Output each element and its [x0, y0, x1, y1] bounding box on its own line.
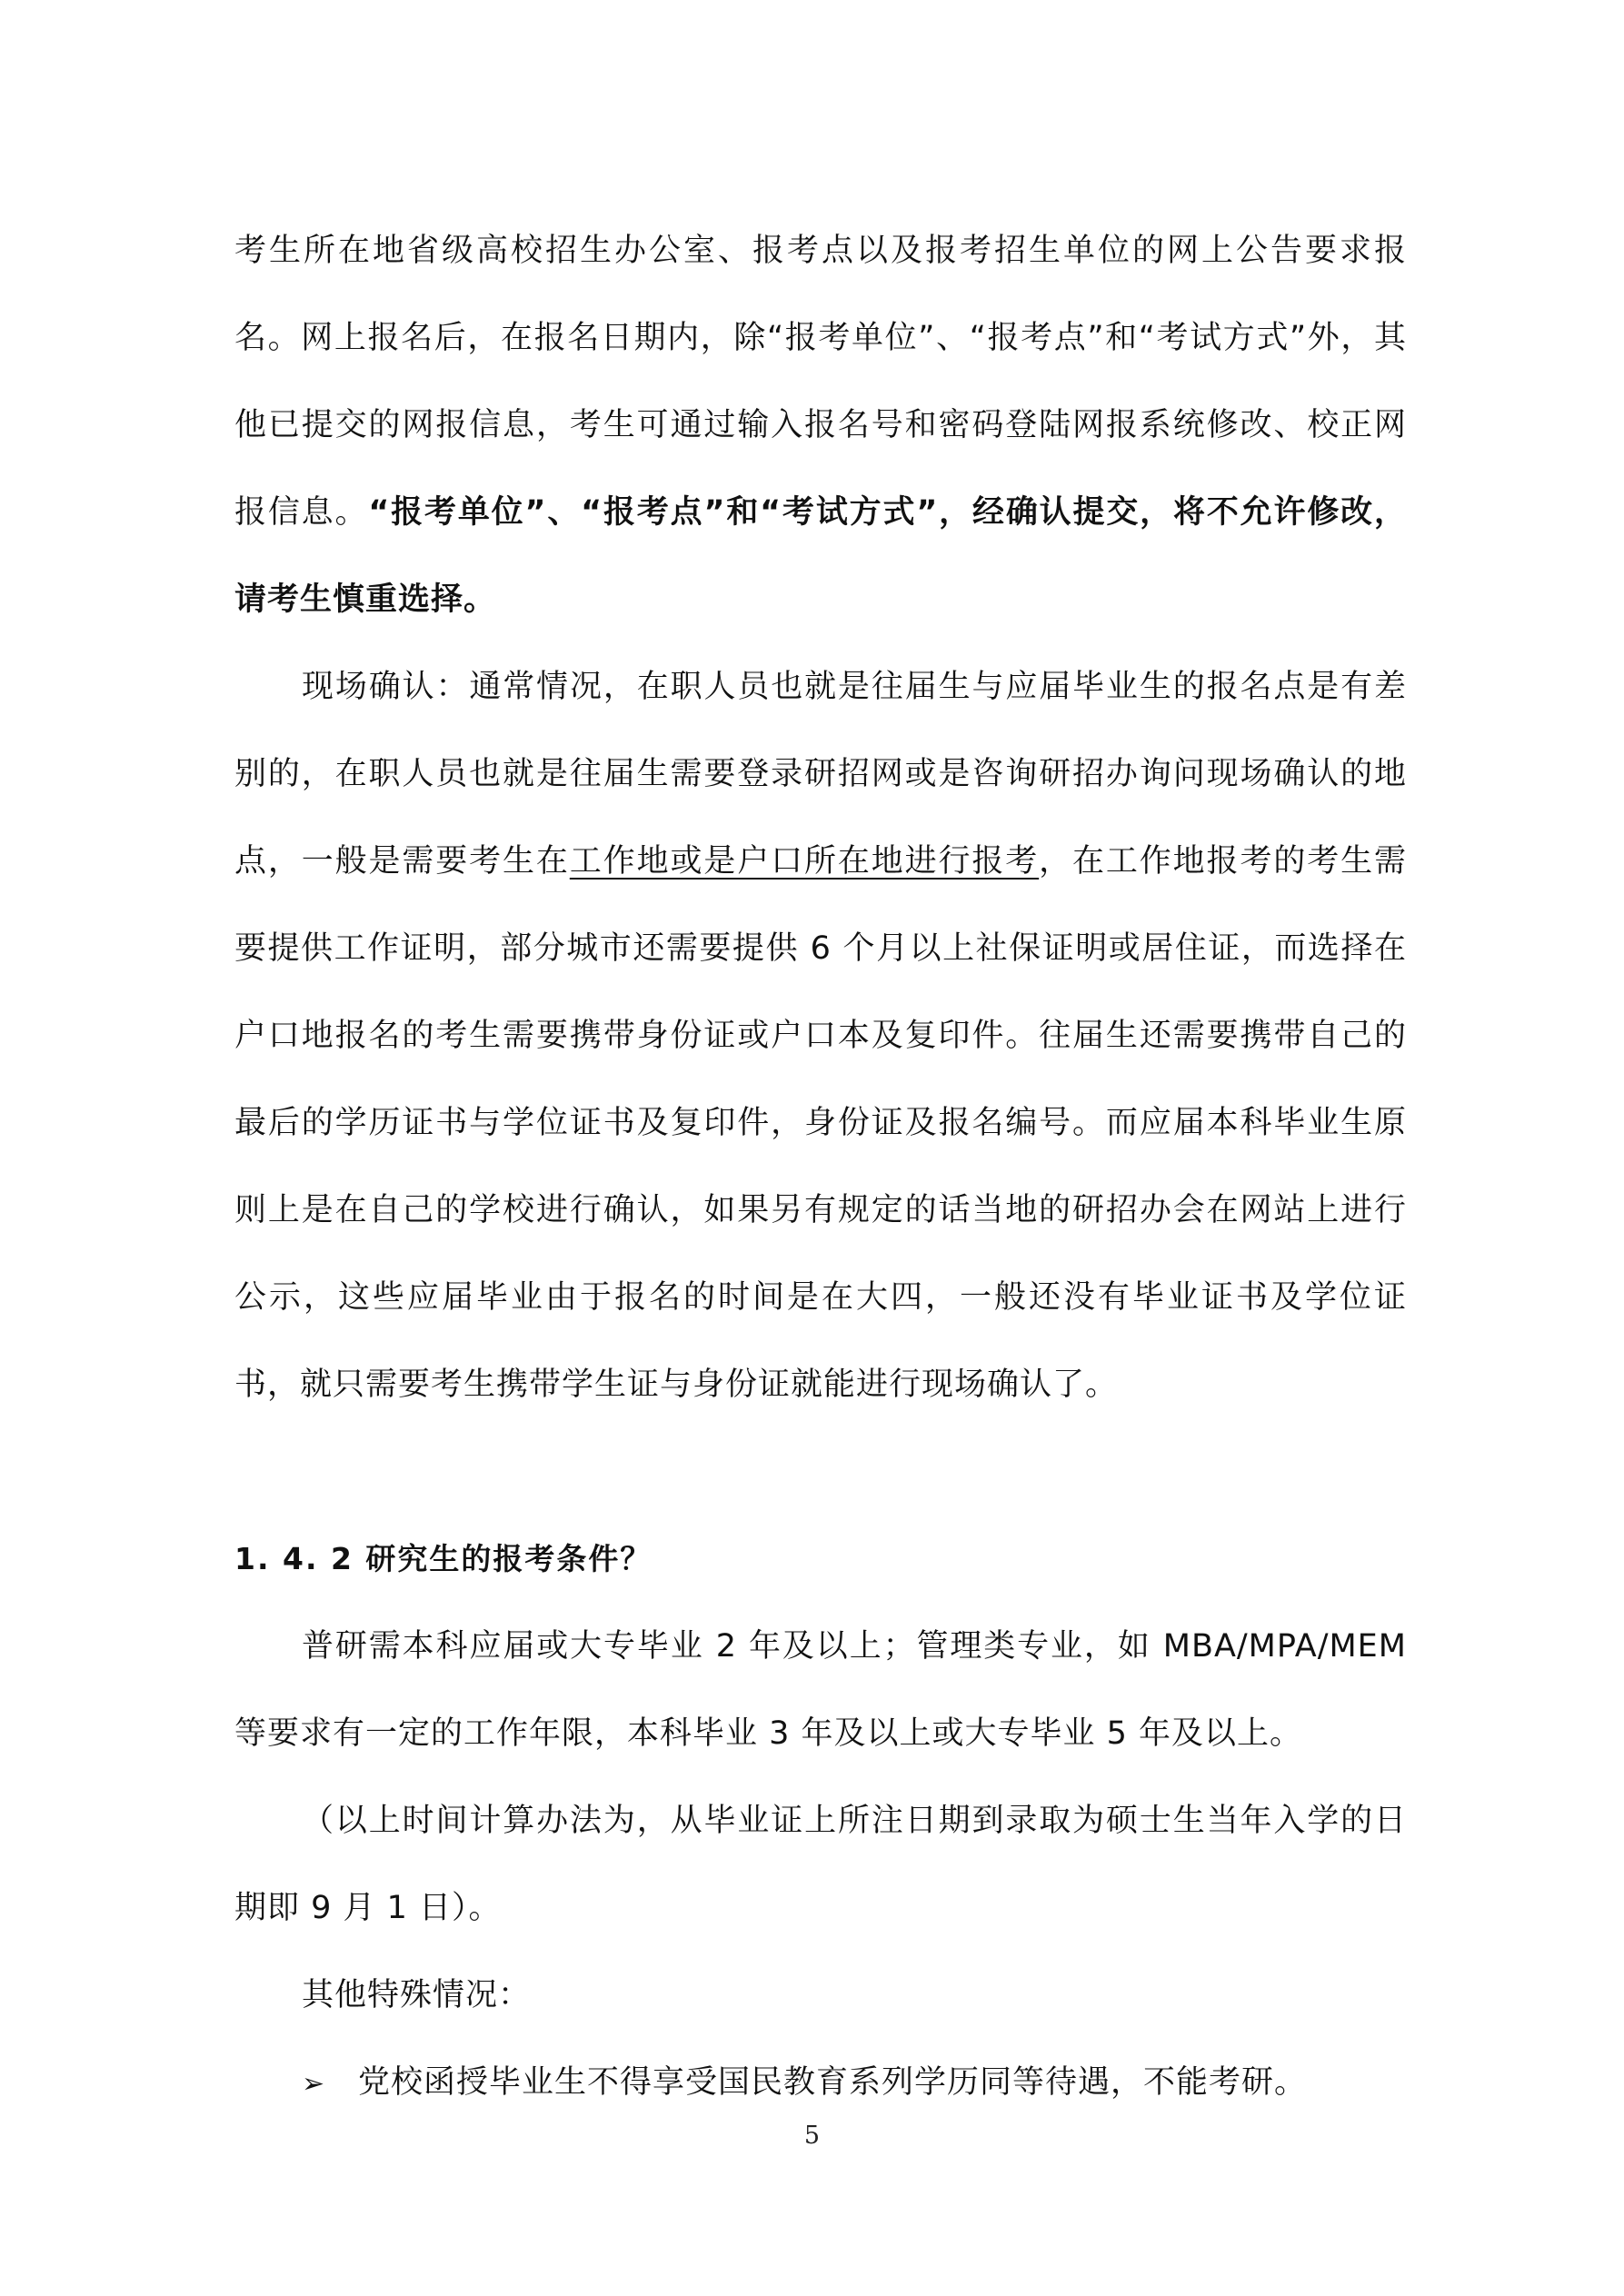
arrow-bullet-icon: ➢ — [302, 2068, 326, 2100]
bullet-item — [234, 2039, 1407, 2128]
paragraph-registration — [234, 207, 1407, 643]
onsite-text-part2: ，在工作地报考的考生需要提供工作证明，部分城市还需要提供 6 个月以上社保证明或居住证，而选择在户口地报名的考生需要携带身份证或户口本及复印件。往届生还需要携带自己的最后的学历证书与学位证书及复印件，身份证及报名编号。而应届本科毕业生原则上是在自己的学校进行确认，如果另有规定的话当地的研招办会在网站上进行公示，这些应届毕业由于报名的时间是在大四，一般还没有毕业证书及学位证书，就只需要考生携带学生证与身份证就能进行现场确认了。 — [234, 843, 1407, 1403]
bullet-item-text: 党校函授毕业生不得享受国民教育系列学历同等待遇，不能考研。 — [358, 2064, 1308, 2101]
page-number: 5 — [803, 2122, 821, 2150]
paragraph-time-calculation: （以上时间计算办法为，从毕业证上所注日期到录取为硕士生当年入学的日期即 9 月 1 日）。 — [234, 1803, 1407, 1926]
section-heading: 1. 4. 2 研究生的报考条件？ — [234, 1541, 653, 1576]
paragraph-onsite-confirmation — [234, 643, 1407, 1428]
registration-text: 考生所在地省级高校招生办公室、报考点以及报考招生单位的网上公告要求报名。网上报名后，在报名日期内，除“报考单位”、“报考点”和“考试方式”外，其他已提交的网报信息，考生可通过输入报名号和密码登陆网报系统修改、校正网报信息。 — [234, 233, 1407, 531]
onsite-text-part1: 现场确认：通常情况，在职人员也就是往届生与应届毕业生的报名点是有差别的，在职人员也就是往届生需要登录研招网或是咨询研招办询问现场确认的地点，一般是需要考生在 — [234, 669, 1407, 880]
registration-warning-bold: “报考单位”、“报考点”和“考试方式”，经确认提交，将不允许修改，请考生慎重选择。 — [234, 494, 1407, 618]
section-spacer — [234, 1428, 1407, 1516]
paragraph-requirements: 普研需本科应届或大专毕业 2 年及以上；管理类专业，如 MBA/MPA/MEM 等要求有一定的工作年限，本科毕业 3 年及以上或大专毕业 5 年及以上。 — [234, 1628, 1407, 1752]
paragraph-special-cases: 其他特殊情况： — [302, 1977, 532, 2013]
page-content — [234, 207, 1407, 2128]
onsite-underlined-location: 工作地或是户口所在地进行报考 — [569, 843, 1040, 880]
